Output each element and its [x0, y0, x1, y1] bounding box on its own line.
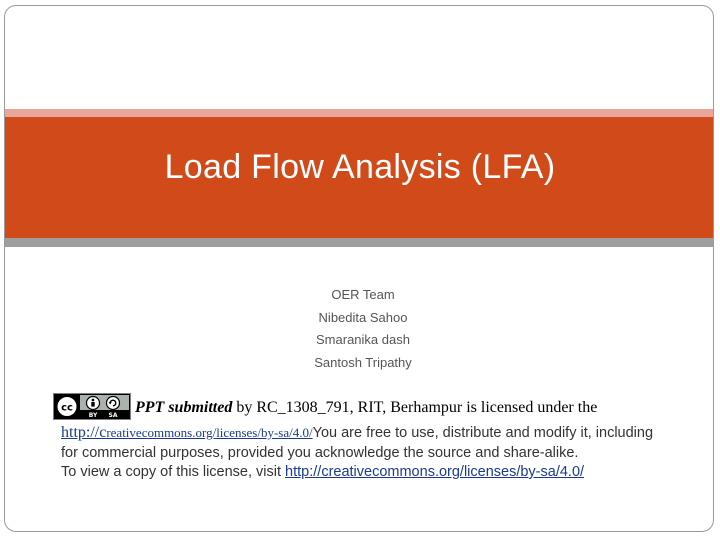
view-license-link[interactable]: http://creativecommons.org/licenses/by-sa/4.0/: [285, 464, 585, 480]
svg-text:cc: cc: [61, 402, 73, 414]
license-link[interactable]: http://creativecommons.org/licenses/by-sa/4.0/: [61, 424, 313, 441]
view-license-text: To view a copy of this license, visit: [61, 464, 286, 480]
work-title: PPT submitted: [135, 399, 233, 416]
cc-icon: [57, 396, 78, 417]
license-attribution: [135, 399, 675, 417]
team-member: Santosh Tripathy: [314, 354, 412, 370]
team-heading: OER Team: [331, 287, 395, 302]
sa-label: SA: [108, 412, 118, 419]
license-body: [61, 423, 671, 483]
team-member: Smaranika dash: [316, 332, 410, 347]
by-label: BY: [88, 412, 98, 419]
attribution-text: by RC_1308_791, RIT, Berhampur is licensed under the: [232, 399, 598, 416]
sa-icon: [107, 397, 120, 410]
license-permissions-text: You are free to use, distribute and modify it, including for commercial purposes, provided you acknowledge the source and share-alike.: [61, 425, 654, 461]
by-icon: [87, 397, 100, 410]
cc-license-badge[interactable]: [53, 393, 131, 420]
title-band-bottom-stripe: [5, 238, 713, 247]
title-band-top-stripe: [5, 109, 713, 117]
team-member: Nibedita Sahoo: [318, 309, 408, 325]
team-list: [263, 284, 463, 374]
slide-title: Load Flow Analysis (LFA): [164, 148, 556, 186]
